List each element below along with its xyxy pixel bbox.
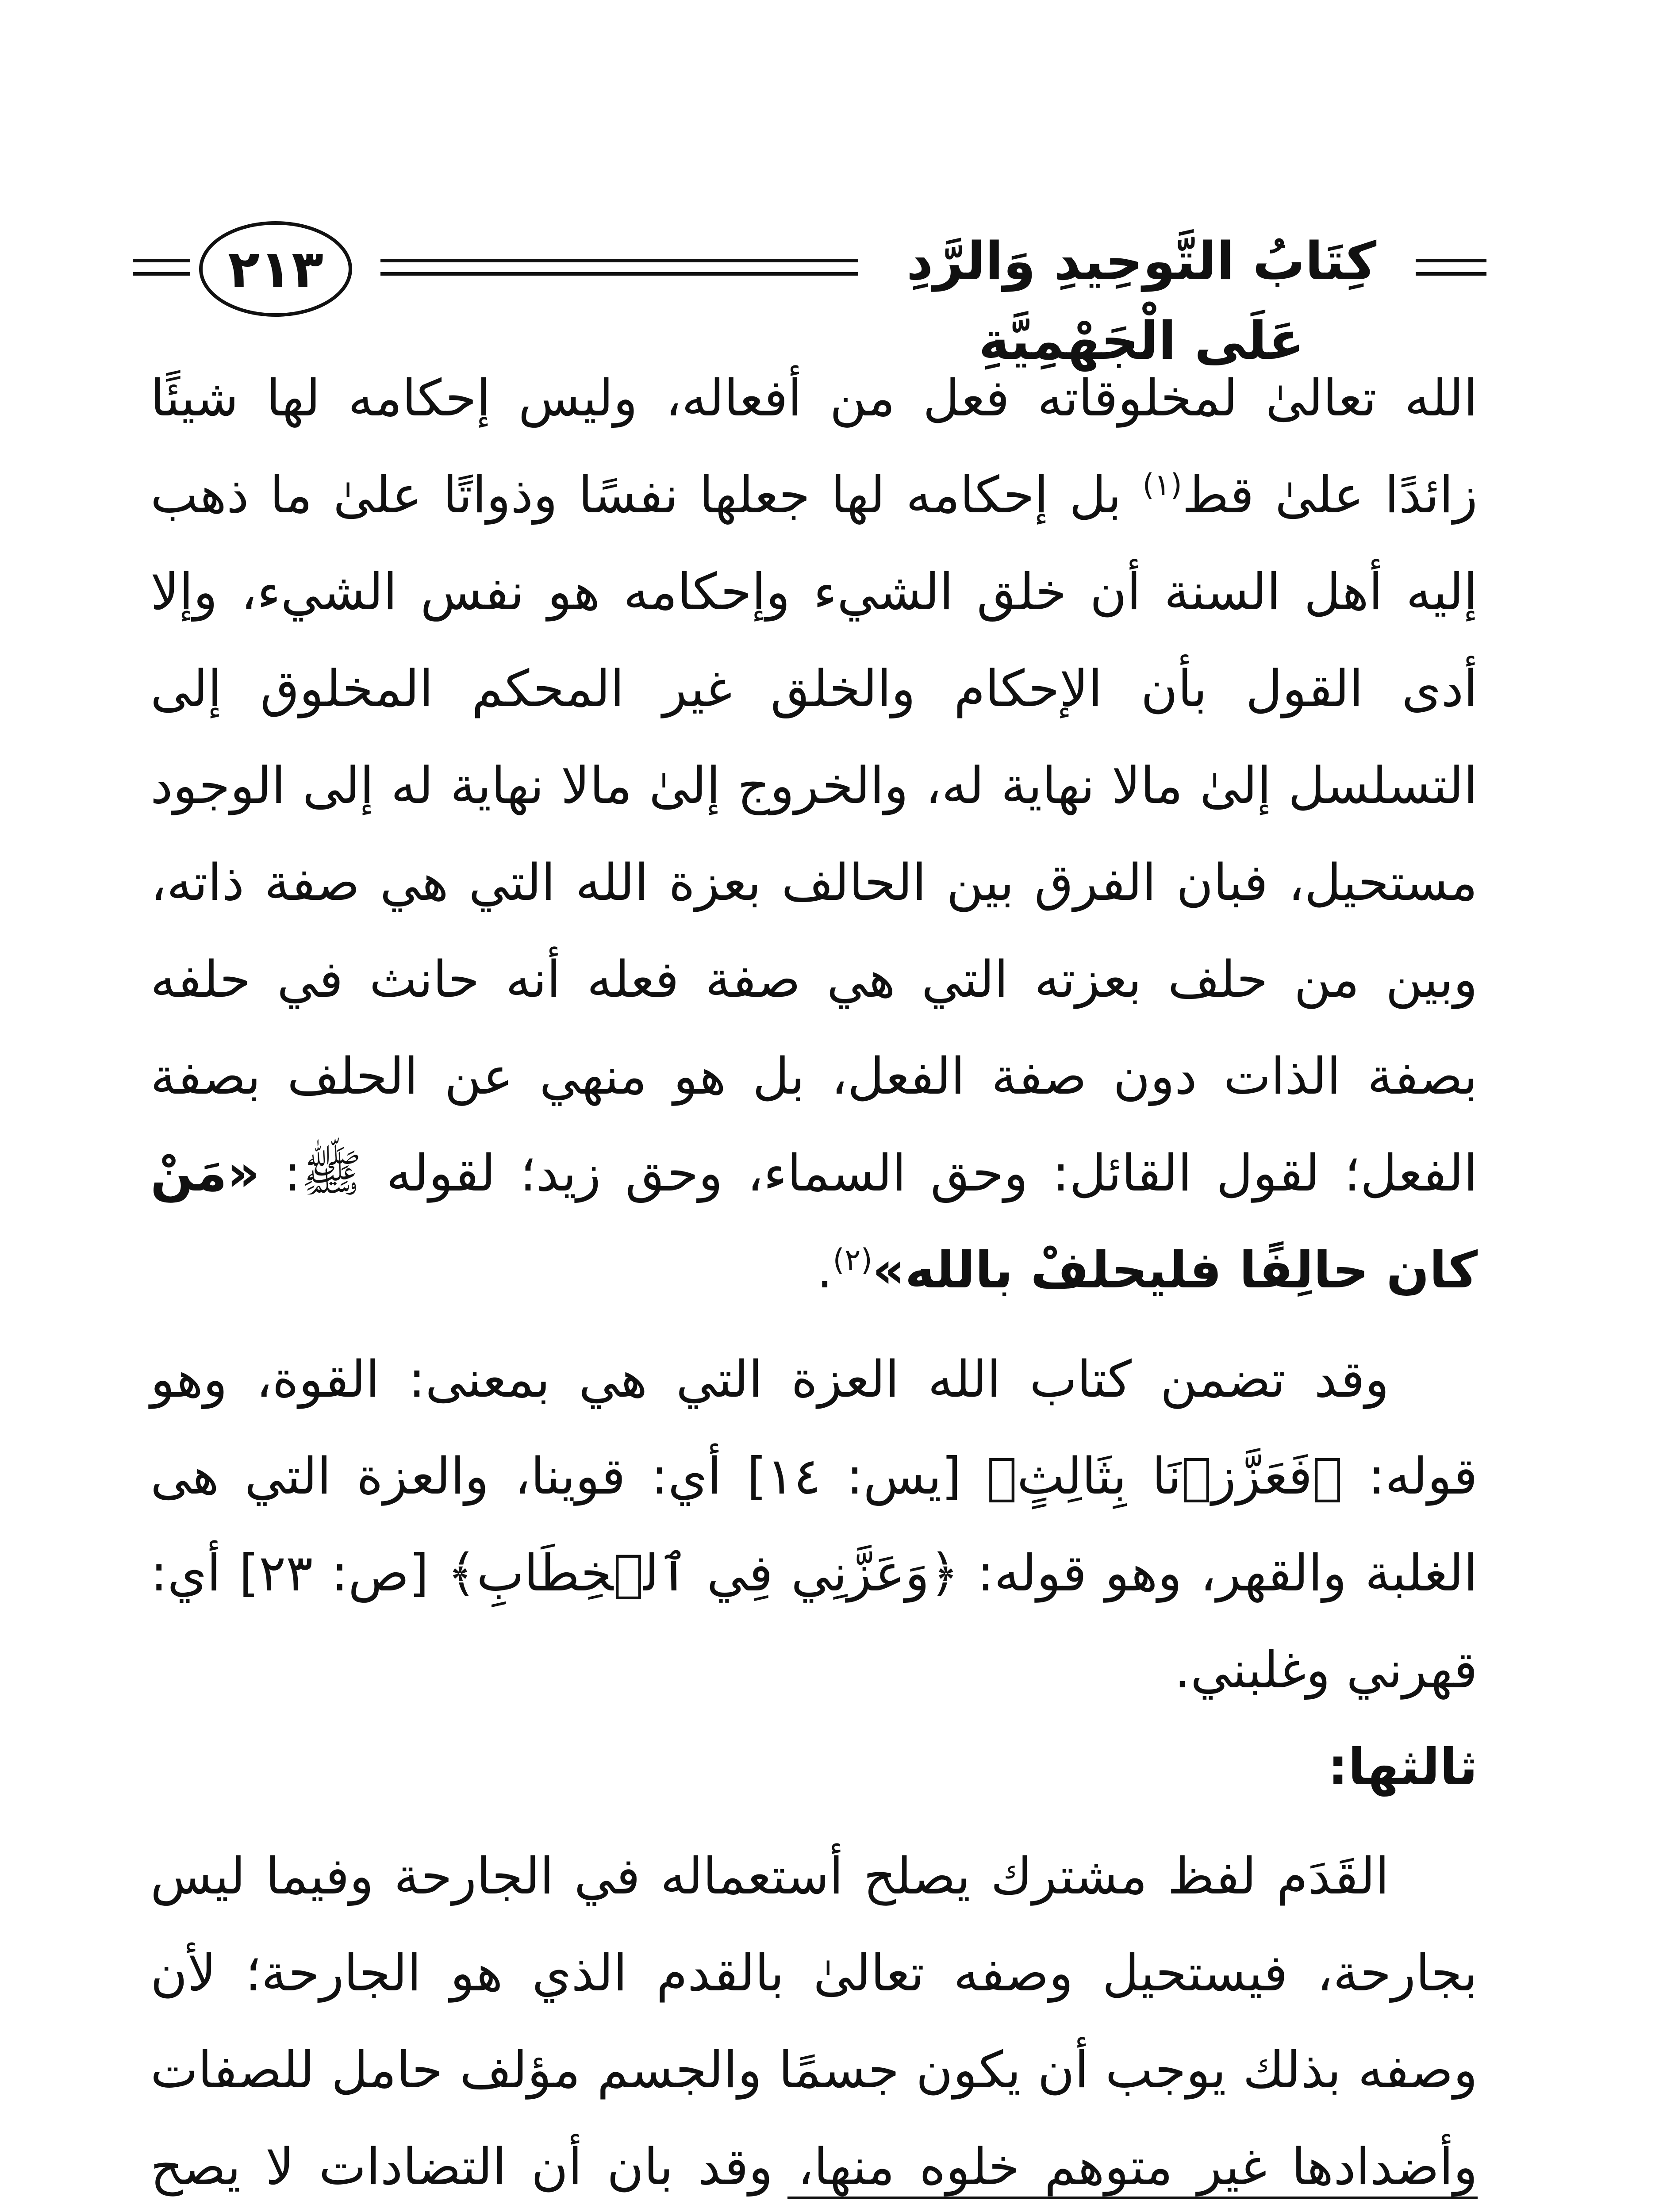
- paragraph-end: .: [817, 1240, 833, 1299]
- footnote-marker: (١): [1142, 468, 1182, 503]
- paragraph-2: وقد تضمن كتاب الله العزة التي هي بمعنى: القوة، وهو قوله: ﴿فَعَزَّزۡنَا بِثَالِثٍ﴾ [يس: ١٤] أي: قوينا، والعزة التي هى الغلبة والقهر، وهو قوله: ﴿وَعَزَّنِي فِي ٱلۡخِطَابِ﴾ [ص: ٢٣] أي: قهرني وغلبني.: [150, 1350, 1478, 1699]
- header-rule: [1416, 259, 1486, 262]
- footnote-marker: (٢): [833, 1243, 872, 1278]
- main-text: [150, 349, 1478, 2212]
- paragraph-text: الله تعالىٰ لمخلوقاته فعل من أفعاله، وليس إحكامه لها شيئًا زائدًا علىٰ قط: [150, 369, 1478, 524]
- page-header: [133, 212, 1486, 371]
- running-title: كِتَابُ التَّوحِيدِ وَالرَّدِ عَلَى الْجَهْمِيَّةِ: [906, 230, 1377, 371]
- paragraph-1: [150, 349, 1478, 1318]
- header-rule: [133, 272, 190, 276]
- section-heading: ثالثها:: [1328, 1737, 1478, 1796]
- header-rule: [133, 259, 190, 262]
- paragraph-3: القَدَم لفظ مشترك يصلح أستعماله في الجارحة وفيما ليس بجارحة، فيستحيل وصفه تعالىٰ بالقدم الذي هو الجارحة؛ لأن وصفه بذلك يوجب أن يكون جسمًا والجسم مؤلف حامل للصفات وأضدادها غير متوهم خلوه منها، وقد بان أن التضادات لا يصح: [150, 1847, 1478, 2196]
- header-rule: [380, 272, 858, 276]
- page-number-badge: [199, 221, 352, 317]
- page-number: ٢١٣: [227, 238, 324, 300]
- header-rule: [380, 259, 858, 262]
- header-rule: [1416, 272, 1486, 276]
- footnote-separator: [787, 2197, 1478, 2199]
- hadith-quote: «مَنْ كان حالِفًا فليحلفْ بالله»: [150, 1144, 1478, 1299]
- paragraph-text: بل إحكامه لها جعلها نفسًا وذواتًا علىٰ ما ذهب إليه أهل السنة أن خلق الشيء وإحكامه هو نفس الشيء، وإلا أدى القول بأن الإحكام والخلق غير المحكم المخلوق إلى التسلسل إلىٰ مالا نهاية له، والخروج إلىٰ مالا نهاية له إلى الوجود مستحيل، فبان الفرق بين الحالف بعزة الله التي هي صفة ذاته، وبين من حلف بعزته التي هي صفة فعله أنه حانث في حلفه بصفة الذات دون صفة الفعل، بل هو منهي عن الحلف بصفة الفعل؛ لقول القائل: وحق السماء، وحق زيد؛ لقوله ﷺ:: [150, 465, 1478, 1202]
